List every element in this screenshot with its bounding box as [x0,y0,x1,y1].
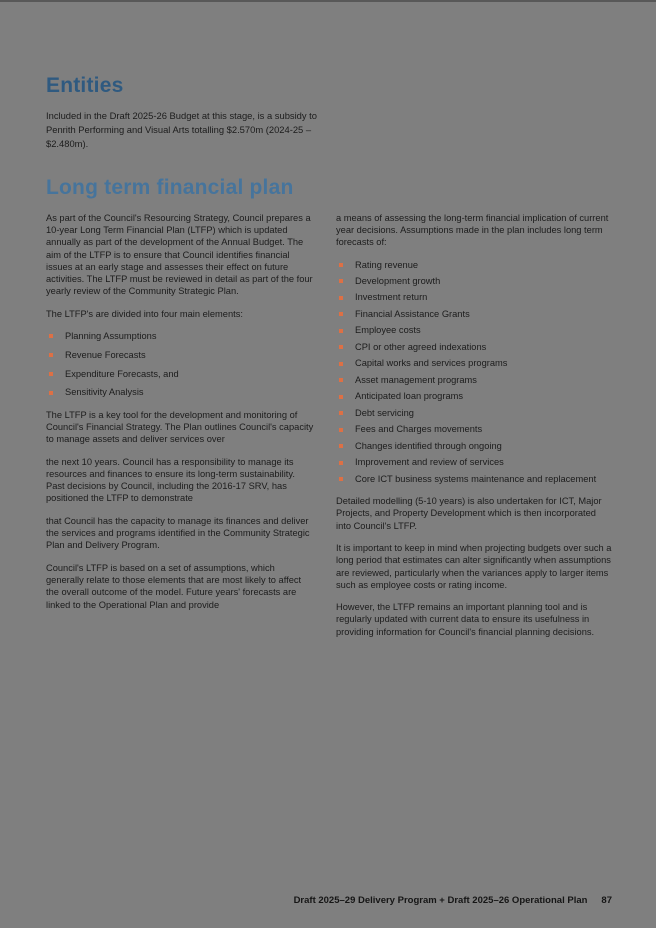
left-column [46,212,314,621]
list-item: Asset management programs [336,374,613,386]
list-item: Changes identified through ongoing [336,440,613,452]
elements-bullet-list [46,330,314,399]
list-item: Employee costs [336,324,613,336]
body-paragraph: Council's LTFP is based on a set of assumptions, which generally relate to those elements that are most likely to affect the overall outcome of the model. Future years' forecasts are linked to the Operational Plan and provide [46,562,302,610]
ltfp-heading: Long term financial plan [46,175,294,199]
body-paragraph: that Council has the capacity to manage its finances and deliver the services and programs identified in the Community Strategic Plan and Delivery Program. [46,515,310,551]
list-item: Financial Assistance Grants [336,308,613,320]
body-paragraph: a means of assessing the long-term financial implication of current year decisions. Assumptions made in the plan includes long term forecasts of: [336,212,609,248]
two-column-layout [46,212,612,648]
body-paragraph: The LTFP is a key tool for the development and monitoring of Council's Financial Strategy. The Plan outlines Council's capacity to manage assets and deliver services over [46,409,314,445]
section-entities [46,74,612,152]
body-paragraph: the next 10 years. Council has a responsibility to manage its resources and finances to ensure its long-term sustainability. Past decisions by Council, including the 2016-17 SRV, has positioned the LTFP to demonstrate [46,456,295,504]
list-item: Improvement and review of services [336,456,613,468]
list-item: CPI or other agreed indexations [336,341,613,353]
forecasts-bullet-list [336,259,613,486]
page-number: 87 [601,895,612,906]
list-item: Rating revenue [336,259,613,271]
list-item: Sensitivity Analysis [46,386,314,398]
entities-paragraph: Included in the Draft 2025-26 Budget at this stage, is a subsidy to Penrith Performing and Visual Arts totalling $2.570m (2024-25 – $2.480m). [46,110,318,150]
list-item: Capital works and services programs [336,357,613,369]
list-item: Investment return [336,291,613,303]
right-column [336,212,613,648]
body-paragraph: Detailed modelling (5-10 years) is also undertaken for ICT, Major Projects, and Property Development which is then incorporated into Council's LTFP. [336,496,602,531]
list-item: Core ICT business systems maintenance and replacement [336,473,613,485]
list-item: Revenue Forecasts [46,349,314,361]
page-top-edge [0,0,656,2]
list-intro-paragraph: The LTFP's are divided into four main elements: [46,308,243,319]
entities-heading: Entities [46,74,124,97]
list-item: Anticipated loan programs [336,390,613,402]
footer [294,895,612,906]
list-item: Expenditure Forecasts, and [46,368,314,380]
list-item: Fees and Charges movements [336,423,613,435]
body-paragraph: It is important to keep in mind when projecting budgets over such a long period that estimates can alter significantly when assumptions are reviewed, particularly when the variances apply to larger items such as employee costs or rating income. [336,542,612,590]
body-paragraph: However, the LTFP remains an important planning tool and is regularly updated with current data to ensure its usefulness in providing information for Council's financial planning decisions. [336,602,595,637]
list-item: Development growth [336,275,613,287]
body-paragraph: As part of the Council's Resourcing Strategy, Council prepares a 10-year Long Term Financial Plan (LTFP) which is updated annually as part of the development of the Annual Budget. The aim of the LTFP is to ensure that Council identifies financial issues at an early stage and assesses their effect on future activities. The LTFP must be reviewed in detail as part of the four yearly review of the Community Strategic Plan. [46,212,313,297]
list-item: Debt servicing [336,407,613,419]
list-item: Planning Assumptions [46,330,314,342]
section-ltfp [46,176,612,648]
footer-label: Draft 2025–29 Delivery Program + Draft 2025–26 Operational Plan [293,895,588,906]
